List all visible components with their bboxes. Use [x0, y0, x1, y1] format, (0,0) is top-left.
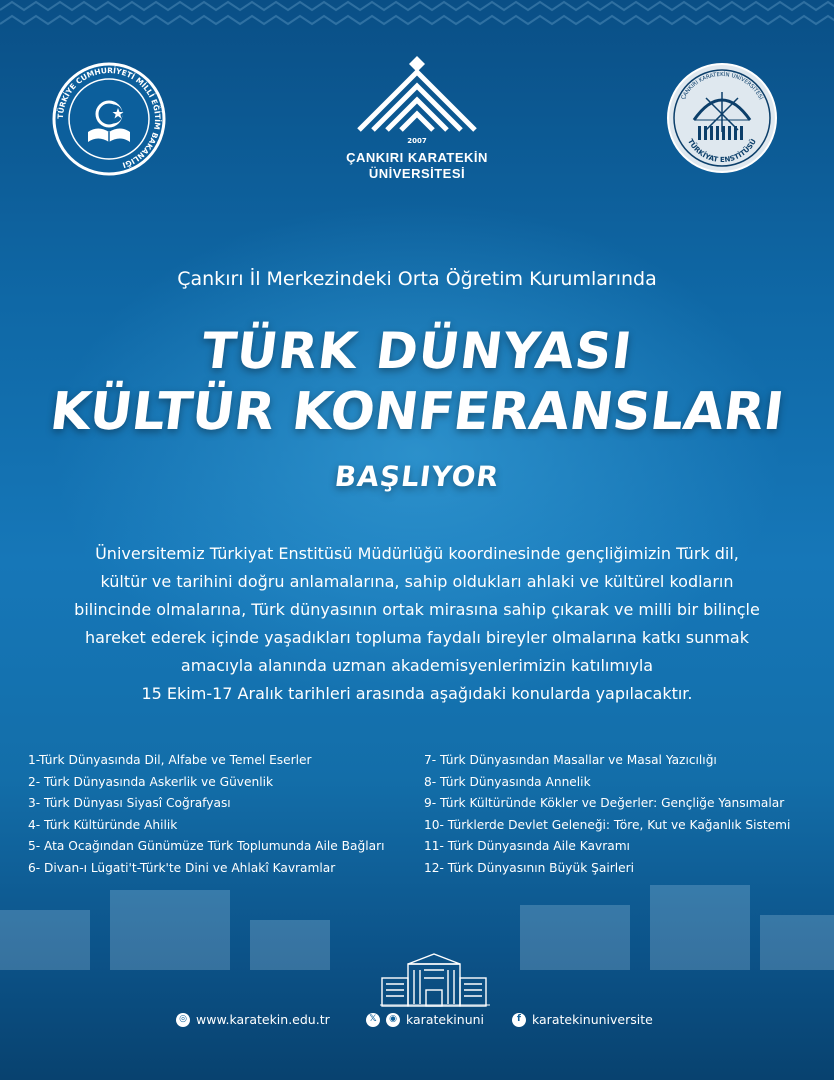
x-icon: 𝕏 [366, 1013, 380, 1027]
x-instagram-link[interactable] [366, 1012, 484, 1027]
building-icon [378, 952, 490, 1008]
university-name-line1: ÇANKIRI KARATEKİN [346, 150, 488, 165]
paragraph-line: kültür ve tarihini doğru anlamalarına, sahip oldukları ahlaki ve kültürel kodların [100, 572, 734, 591]
topic-item: 6- Divan-ı Lügati't-Türk'te Dini ve Ahlakî Kavramlar [28, 860, 336, 875]
paragraph-line: bilincinde olmalarına, Türk dünyasının ortak mirasına sahip çıkarak ve milli bir bilinçle [74, 600, 760, 619]
topic-item: 1-Türk Dünyasında Dil, Alfabe ve Temel Eserler [28, 753, 312, 767]
paragraph-line: Üniversitemiz Türkiyat Enstitüsü Müdürlüğü koordinesinde gençliğimizin Türk dil, [95, 544, 739, 563]
topic-item: 7- Türk Dünyasından Masallar ve Masal Yazıcılığı [424, 753, 717, 767]
website-text: www.karatekin.edu.tr [196, 1012, 330, 1027]
topics-list-right [424, 750, 824, 879]
topic-item: 9- Türk Kültüründe Kökler ve Değerler: Gençliğe Yansımalar [424, 796, 785, 810]
facebook-icon: f [512, 1013, 526, 1027]
globe-icon: ◎ [176, 1013, 190, 1027]
svg-text:TÜRKİYAT ENSTİTÜSÜ: TÜRKİYAT ENSTİTÜSÜ [686, 137, 758, 165]
svg-text:TÜRKİYE CUMHURİYETİ MİLLİ EĞİT: TÜRKİYE CUMHURİYETİ MİLLİ EĞİTİM BAKANLIĞI [55, 65, 163, 170]
topic-item: 10- Türklerde Devlet Geleneği: Töre, Kut ve Kağanlık Sistemi [424, 817, 791, 832]
paragraph-line: hareket ederek içinde yaşadıkları topluma faydalı bireyler olmalarına katkı sunmak [84, 628, 749, 647]
topic-item: 4- Türk Kültüründe Ahilik [28, 817, 178, 832]
footer-divider [380, 1004, 490, 1006]
svg-text:2007: 2007 [407, 137, 427, 145]
topic-item: 12- Türk Dünyasının Büyük Şairleri [424, 860, 635, 875]
meb-logo-icon [52, 62, 166, 176]
website-link[interactable] [176, 1012, 330, 1027]
paragraph-line: 15 Ekim-17 Aralık tarihleri arasında aşağıdaki konularda yapılacaktır. [141, 684, 693, 703]
footer [0, 1012, 834, 1034]
paragraph-line: amacıyla alanında uzman akademisyenlerimizin katılımıyla [180, 656, 654, 675]
university-name-line2: ÜNİVERSİTESİ [368, 166, 466, 181]
description-paragraph [50, 540, 784, 708]
facebook-link[interactable] [512, 1012, 653, 1027]
topic-item: 5- Ata Ocağından Günümüze Türk Toplumunda Aile Bağları [28, 839, 385, 853]
svg-text:ÇANKIRI KARATEKİN ÜNİVERSİTESİ: ÇANKIRI KARATEKİN ÜNİVERSİTESİ [680, 71, 764, 101]
topic-item: 11- Türk Dünyasında Aile Kavramı [424, 839, 630, 853]
instagram-icon: ◉ [386, 1013, 400, 1027]
x-instagram-handle: karatekinuni [406, 1012, 485, 1027]
title-line3: BAŞLIYOR [332, 460, 502, 493]
topic-item: 3- Türk Dünyası Siyasî Coğrafyası [28, 796, 231, 810]
title-line1: TÜRK DÜNYASI [198, 322, 636, 380]
topic-item: 8- Türk Dünyasında Annelik [424, 774, 591, 789]
zigzag-pattern [0, 0, 834, 60]
title-line2: KÜLTÜR KONFERANSLARI [46, 382, 788, 442]
topic-item: 2- Türk Dünyasında Askerlik ve Güvenlik [28, 774, 274, 789]
facebook-handle: karatekinuniversite [532, 1012, 653, 1027]
subtitle: Çankırı İl Merkezindeki Orta Öğretim Kurumlarında [177, 268, 657, 290]
turkiyat-institute-logo-icon [666, 62, 778, 174]
topics-list-left [28, 750, 418, 879]
